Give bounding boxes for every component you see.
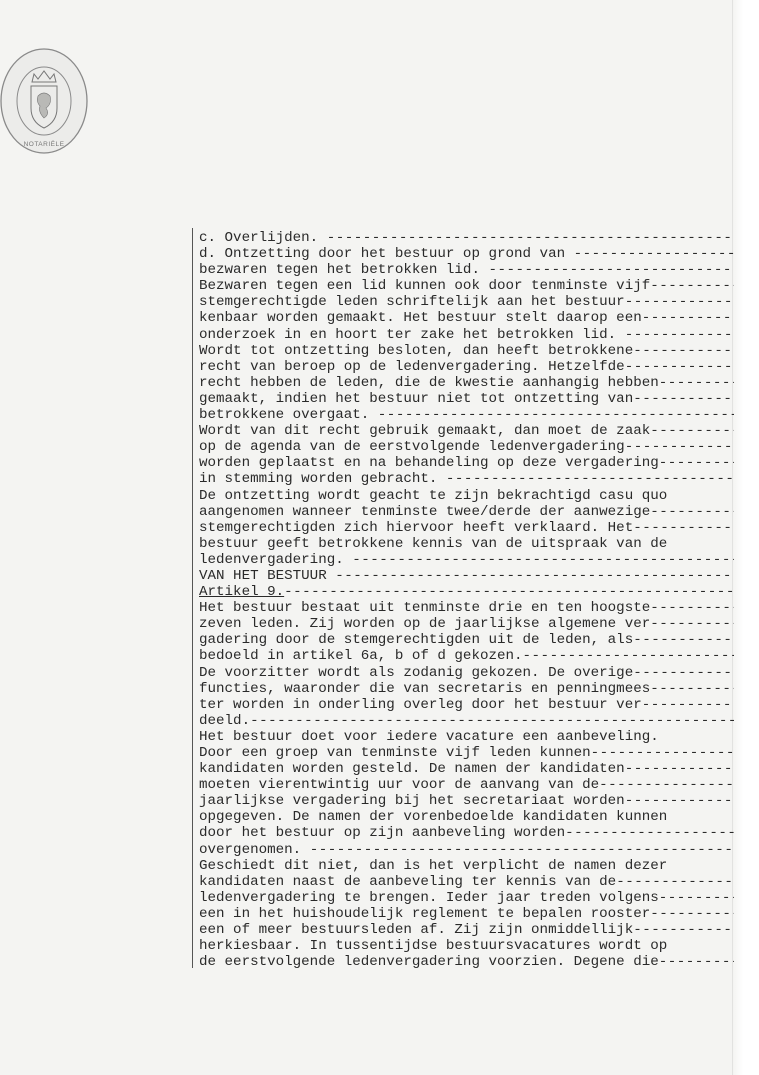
line-text: kandidaten naast de aanbeveling ter kennis van de <box>199 873 617 890</box>
document-line <box>199 343 734 359</box>
document-line <box>199 262 734 278</box>
document-line <box>199 520 734 536</box>
dash-filler <box>310 842 734 858</box>
document-line <box>199 327 734 343</box>
dash-filler <box>565 825 734 841</box>
dash-filler <box>488 262 734 278</box>
line-text: De ontzetting wordt geacht te zijn bekrachtigd casu quo <box>199 487 668 504</box>
line-text: recht hebben de leden, die de kwestie aanhangig hebben <box>199 374 659 391</box>
dash-filler <box>352 552 734 568</box>
line-text: een in het huishoudelijk reglement te bepalen rooster <box>199 905 651 922</box>
line-text: Artikel 9. <box>199 584 285 601</box>
document-line <box>199 230 734 246</box>
dash-filler <box>591 745 734 761</box>
document-line <box>199 890 734 906</box>
document-line <box>199 809 734 825</box>
document-line <box>199 359 734 375</box>
dash-filler <box>650 681 734 697</box>
line-text: overgenomen. <box>199 841 310 858</box>
document-line <box>199 439 734 455</box>
line-text: stemgerechtigde leden schriftelijk aan het bestuur <box>199 294 625 311</box>
document-line <box>199 842 734 858</box>
line-text: bedoeld in artikel 6a, b of d gekozen. <box>199 648 523 665</box>
dash-filler <box>335 568 734 584</box>
document-line <box>199 584 734 600</box>
document-line <box>199 600 734 616</box>
line-text: op de agenda van de eerstvolgende ledenvergadering <box>199 439 625 456</box>
document-line <box>199 310 734 326</box>
line-text: kandidaten worden gesteld. De namen der kandidaten <box>199 761 625 778</box>
line-text: moeten vierentwintig uur voor de aanvang van de <box>199 777 600 794</box>
document-line <box>199 246 734 262</box>
document-line <box>199 648 734 664</box>
line-text: kenbaar worden gemaakt. Het bestuur stelt daarop een <box>199 310 642 327</box>
dash-filler <box>625 793 734 809</box>
line-text: Geschiedt dit niet, dan is het verplicht de namen dezer <box>199 857 668 874</box>
dash-filler <box>633 922 734 938</box>
dash-filler <box>650 600 734 616</box>
dash-filler <box>650 504 734 520</box>
line-text: jaarlijkse vergadering bij het secretariaat worden <box>199 793 625 810</box>
document-line <box>199 488 734 504</box>
document-line <box>199 938 734 954</box>
line-text: De voorzitter wordt als zodanig gekozen. De overige <box>199 664 634 681</box>
line-text: Het bestuur bestaat uit tenminste drie en ten hoogste <box>199 600 651 617</box>
dash-filler <box>633 520 734 536</box>
line-text: herkiesbaar. In tussentijdse bestuursvacatures wordt op <box>199 938 668 955</box>
document-line <box>199 777 734 793</box>
document-line <box>199 954 734 970</box>
line-text: ledenvergadering. <box>199 551 353 568</box>
margin-line <box>192 228 193 968</box>
line-text: de eerstvolgende ledenvergadering voorzien. Degene die <box>199 954 659 971</box>
line-text: Wordt van dit recht gebruik gemaakt, dan moet de zaak <box>199 423 651 440</box>
dash-filler <box>446 471 734 487</box>
dash-filler <box>625 294 734 310</box>
line-text: VAN HET BESTUUR <box>199 567 336 584</box>
document-line <box>199 375 734 391</box>
dash-filler <box>378 407 734 423</box>
document-line <box>199 922 734 938</box>
dash-filler <box>625 761 734 777</box>
document-line <box>199 825 734 841</box>
document-line <box>199 536 734 552</box>
dash-filler <box>633 343 734 359</box>
dash-filler <box>633 391 734 407</box>
line-text: d. Ontzetting door het bestuur op grond van <box>199 246 574 263</box>
dash-filler <box>616 874 734 890</box>
dash-filler <box>284 584 734 600</box>
line-text: worden geplaatst en na behandeling op deze vergadering <box>199 455 659 472</box>
line-text: door het bestuur op zijn aanbeveling worden <box>199 825 566 842</box>
dash-filler <box>599 777 734 793</box>
dash-filler <box>650 423 734 439</box>
line-text: betrokkene overgaat. <box>199 407 378 424</box>
line-text: deeld. <box>199 712 251 729</box>
line-text: recht van beroep op de ledenvergadering. Hetzelfde <box>199 358 625 375</box>
document-line <box>199 632 734 648</box>
document-line <box>199 294 734 310</box>
document-line <box>199 874 734 890</box>
line-text: stemgerechtigden zich hiervoor heeft verklaard. Het <box>199 519 634 536</box>
line-text: Het bestuur doet voor iedere vacature een aanbeveling. <box>199 728 659 745</box>
document-line <box>199 858 734 874</box>
document-line <box>199 278 734 294</box>
seal-icon <box>0 46 92 154</box>
dash-filler <box>327 230 734 246</box>
document-line <box>199 391 734 407</box>
document-line <box>199 697 734 713</box>
line-text: c. Overlijden. <box>199 230 327 246</box>
svg-text:NOTARIËLE: NOTARIËLE <box>23 141 65 148</box>
line-text: ledenvergadering te brengen. Ieder jaar treden volgens <box>199 889 659 906</box>
dash-filler <box>650 906 734 922</box>
dash-filler <box>642 310 734 326</box>
document-line <box>199 745 734 761</box>
line-text: functies, waaronder die van secretaris en penningmees <box>199 680 651 697</box>
line-text: onderzoek in en hoort ter zake het betrokken lid. <box>199 326 625 343</box>
document-line <box>199 729 734 745</box>
line-text: ter worden in onderling overleg door het bestuur ver <box>199 696 642 713</box>
line-text: gemaakt, indien het bestuur niet tot ontzetting van <box>199 390 634 407</box>
line-text: bestuur geeft betrokkene kennis van de uitspraak van de <box>199 535 668 552</box>
line-text: Bezwaren tegen een lid kunnen ook door tenminste vijf <box>199 278 651 295</box>
dash-filler <box>659 455 734 471</box>
dash-filler <box>659 375 734 391</box>
line-text: aangenomen wanneer tenminste twee/derde der aanwezige <box>199 503 651 520</box>
document-line <box>199 504 734 520</box>
line-text: Wordt tot ontzetting besloten, dan heeft betrokkene <box>199 342 634 359</box>
document-line <box>199 616 734 632</box>
document-line <box>199 713 734 729</box>
dash-filler <box>633 632 734 648</box>
dash-filler <box>625 439 734 455</box>
document-line <box>199 906 734 922</box>
dash-filler <box>650 278 734 294</box>
document-line <box>199 568 734 584</box>
document-line <box>199 793 734 809</box>
notary-seal-stamp <box>0 46 92 154</box>
dash-filler <box>250 713 734 729</box>
line-text: gadering door de stemgerechtigden uit de leden, als <box>199 632 634 649</box>
line-text: een of meer bestuursleden af. Zij zijn onmiddellijk <box>199 922 634 939</box>
dash-filler <box>659 890 734 906</box>
document-body <box>199 230 734 970</box>
document-line <box>199 423 734 439</box>
line-text: bezwaren tegen het betrokken lid. <box>199 262 489 279</box>
dash-filler <box>633 665 734 681</box>
dash-filler <box>625 359 734 375</box>
line-text: Door een groep van tenminste vijf leden kunnen <box>199 745 591 761</box>
document-line <box>199 665 734 681</box>
document-line <box>199 471 734 487</box>
document-line <box>199 455 734 471</box>
dash-filler <box>650 616 734 632</box>
dash-filler <box>523 648 734 664</box>
dash-filler <box>642 697 734 713</box>
line-text: in stemming worden gebracht. <box>199 471 446 488</box>
line-text: zeven leden. Zij worden op de jaarlijkse algemene ver <box>199 616 651 633</box>
document-line <box>199 761 734 777</box>
document-line <box>199 407 734 423</box>
dash-filler <box>574 246 734 262</box>
dash-filler <box>625 327 734 343</box>
document-line <box>199 552 734 568</box>
dash-filler <box>659 954 734 970</box>
line-text: opgegeven. De namen der vorenbedoelde kandidaten kunnen <box>199 809 668 826</box>
page-edge <box>732 0 759 1075</box>
document-line <box>199 681 734 697</box>
